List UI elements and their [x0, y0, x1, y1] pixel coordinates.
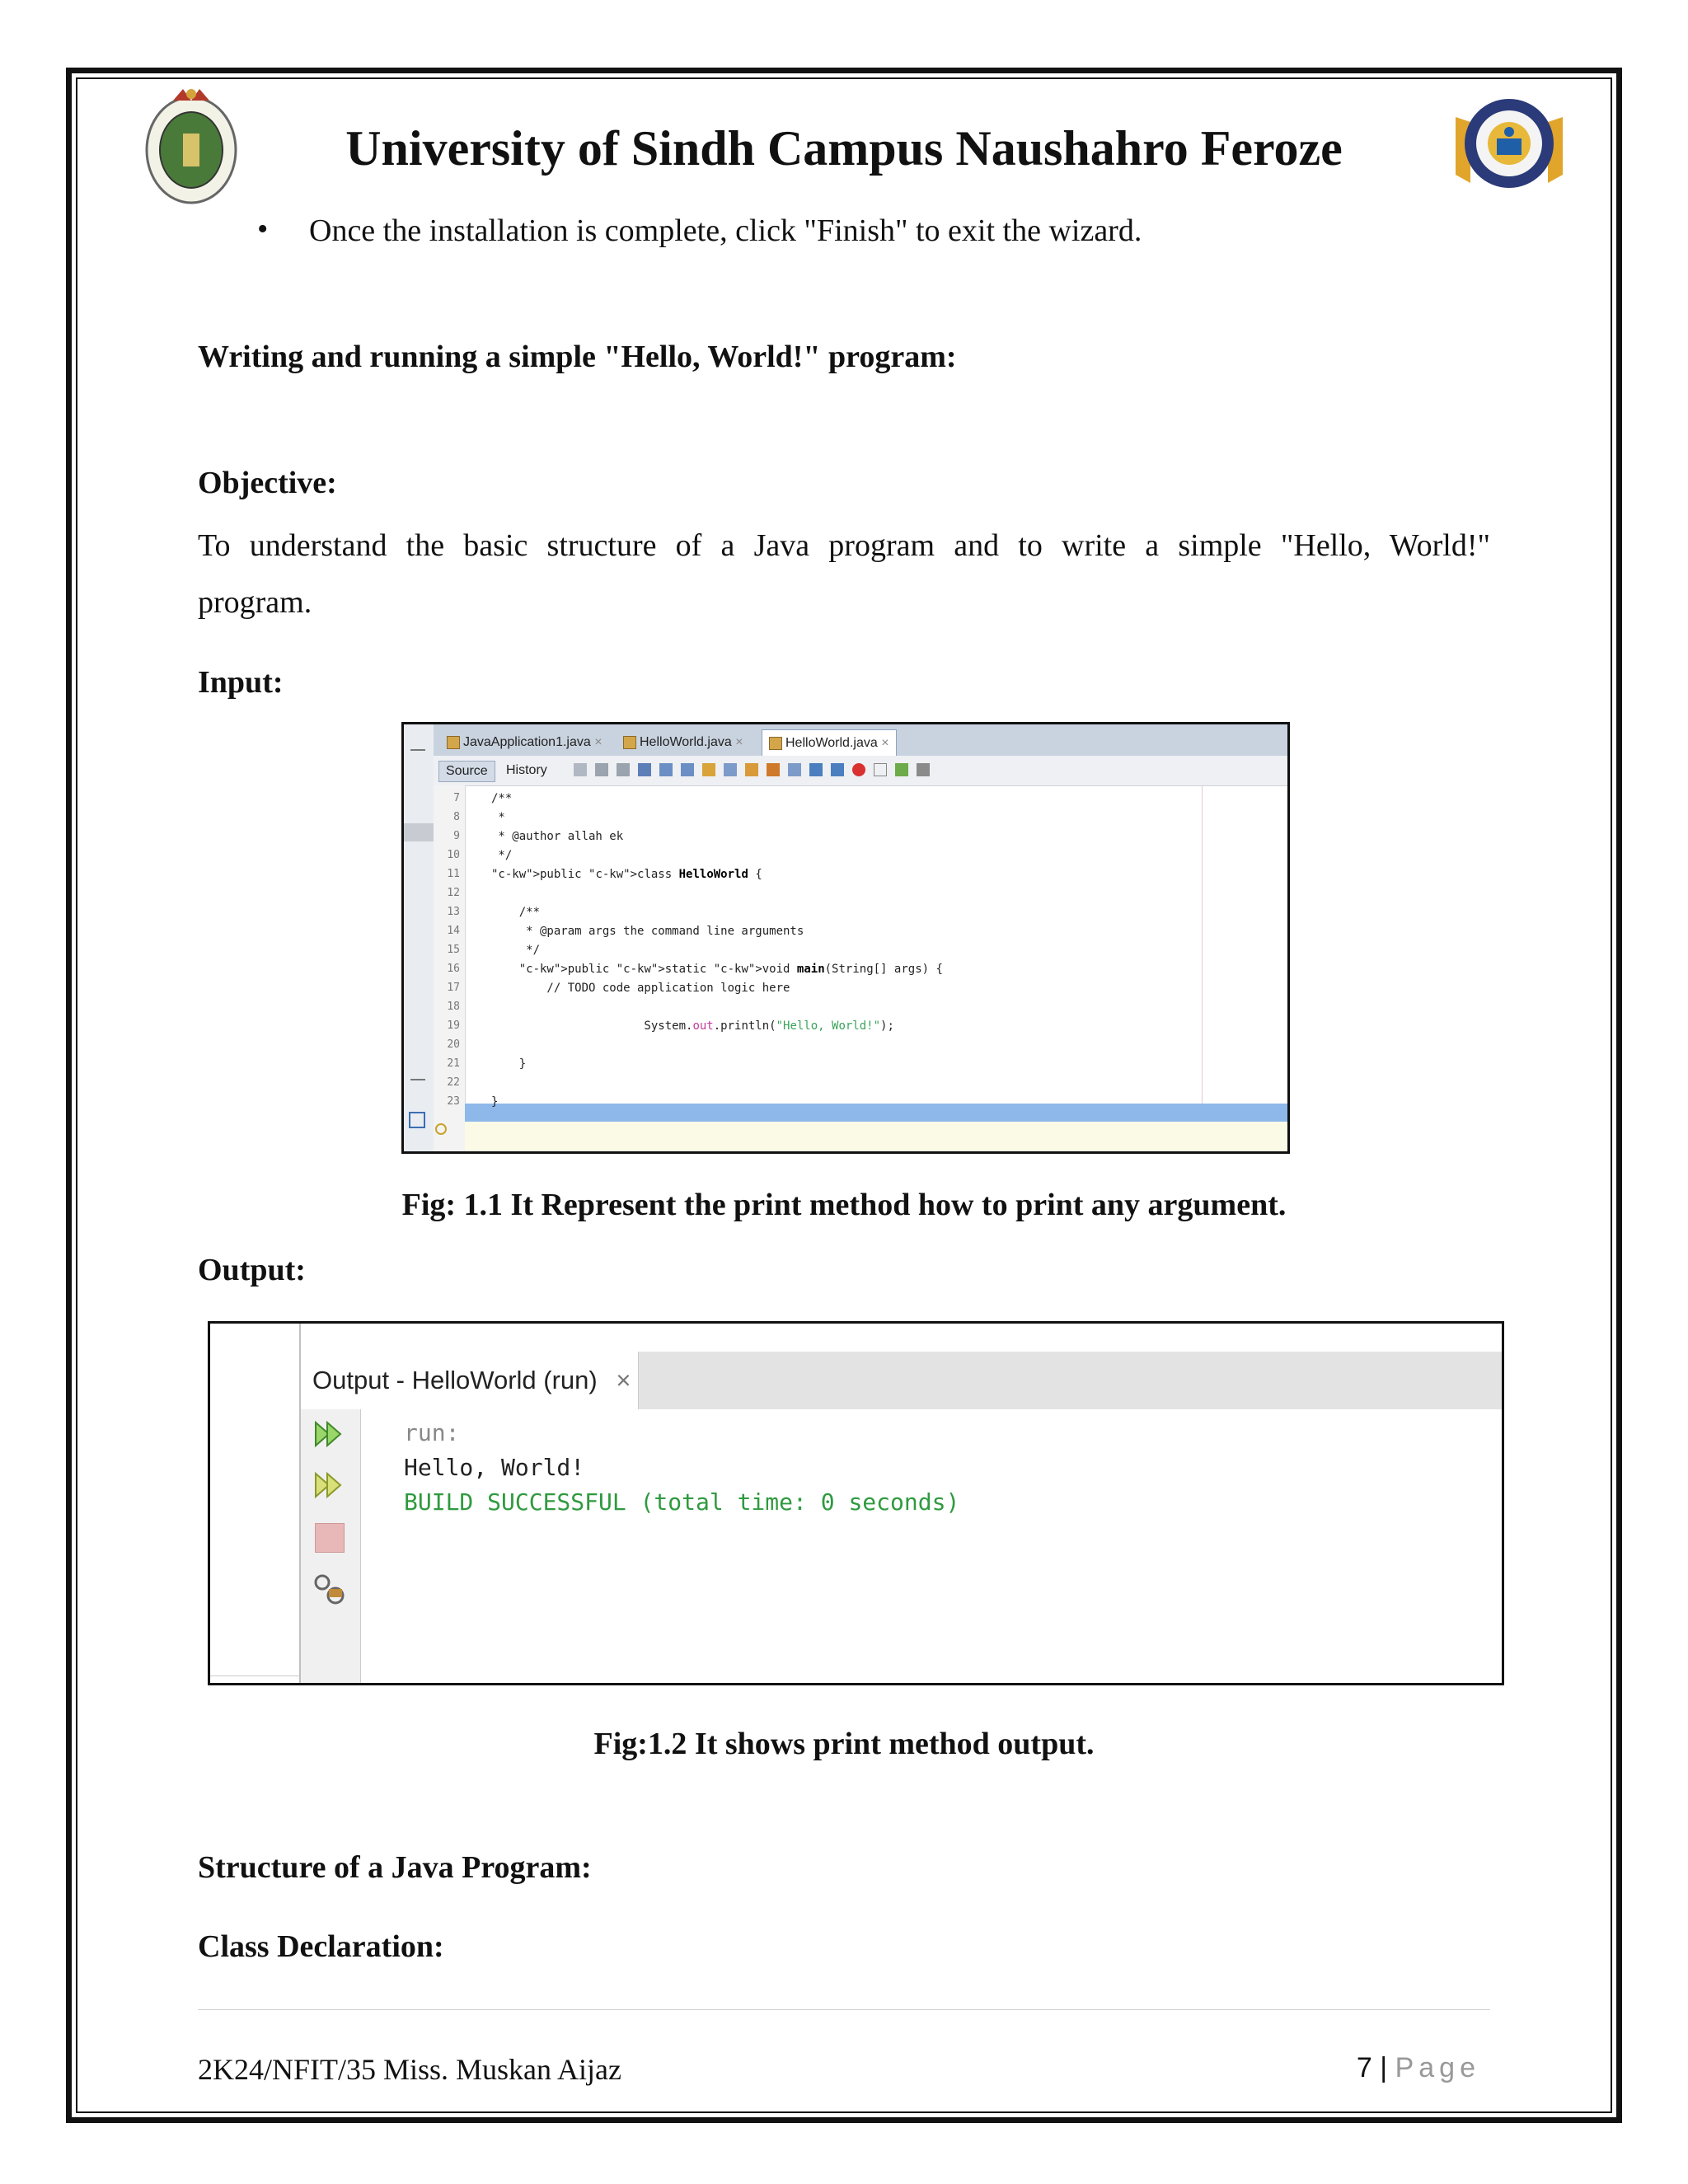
objective-text-line2: program. [198, 585, 312, 620]
find-previous-icon[interactable] [659, 763, 673, 776]
tab-label: JavaApplication1.java [463, 735, 591, 749]
comment-icon[interactable] [895, 763, 908, 776]
minimize-icon[interactable] [410, 749, 425, 751]
footer-author: 2K24/NFIT/35 Miss. Muskan Aijaz [198, 2053, 622, 2086]
bullet-text: Once the installation is complete, click "Finish" to exit the wizard. [309, 213, 1142, 248]
code-line: * @param args the command line arguments [491, 925, 804, 938]
tab-helloworld-active[interactable] [762, 729, 897, 757]
figure-1-caption: Fig: 1.1 It Represent the print method how to print any argument. [401, 1188, 1287, 1222]
code-line: } [491, 1095, 499, 1108]
ide-editor-toolbar [434, 756, 1287, 786]
output-action-icons [301, 1409, 361, 1683]
tab-label: HelloWorld.java [640, 735, 732, 749]
code-line: } [491, 1057, 527, 1071]
input-label: Input: [198, 665, 284, 700]
stop-macro-icon[interactable] [874, 763, 887, 776]
figure-2-caption: Fig:1.2 It shows print method output. [593, 1727, 1095, 1761]
output-line-run: run: [404, 1419, 460, 1446]
code-line: "c-kw">public "c-kw">static "c-kw">void main(String[] args) { [518, 963, 943, 976]
empty-area [465, 1122, 1287, 1154]
code-line: /** [491, 792, 513, 805]
footer-page [1236, 2052, 1480, 2084]
close-icon[interactable]: × [881, 736, 889, 750]
class-declaration-heading: Class Declaration: [198, 1929, 444, 1964]
source-button[interactable]: Source [438, 761, 495, 782]
output-tab[interactable] [301, 1352, 639, 1409]
ide-tab-bar [434, 724, 1287, 756]
next-bookmark-icon[interactable] [767, 763, 780, 776]
line-number: 8 [453, 811, 460, 823]
current-line-highlight [465, 1104, 1287, 1122]
forward-icon[interactable] [617, 763, 630, 776]
tab-label: HelloWorld.java [785, 736, 878, 750]
output-line-hello: Hello, World! [404, 1454, 585, 1481]
toggle-highlight-icon[interactable] [702, 763, 715, 776]
java-file-icon [447, 736, 460, 749]
close-icon[interactable]: × [735, 735, 743, 749]
objective-text-line1: To understand the basic structure of a Java program and to write a simple "Hello, World!" [198, 528, 1490, 563]
code-editor[interactable] [447, 785, 1287, 1151]
panel-line [210, 1675, 299, 1676]
line-number: 17 [447, 982, 460, 994]
minimize-icon-2[interactable] [410, 1079, 425, 1080]
line-number: 10 [447, 849, 460, 861]
record-macro-icon[interactable] [852, 763, 865, 776]
code-line: * @author allah ek [491, 830, 624, 843]
shift-right-icon[interactable] [831, 763, 844, 776]
java-file-icon [769, 737, 782, 750]
sidebar-marker [404, 823, 434, 841]
line-number: 15 [447, 944, 460, 956]
tab-helloworld-1[interactable] [617, 729, 750, 756]
rerun-with-params-icon[interactable] [312, 1469, 345, 1502]
line-number: 23 [447, 1095, 460, 1108]
uncomment-icon[interactable] [917, 763, 930, 776]
code-line: System.out.println("Hello, World!"); [491, 1019, 894, 1033]
prev-bookmark-icon[interactable] [745, 763, 758, 776]
output-window-screenshot [208, 1321, 1504, 1685]
output-tab-bar [301, 1352, 1502, 1409]
ide-screenshot [401, 722, 1290, 1154]
hint-bulb-icon[interactable] [435, 1123, 447, 1135]
code-line: */ [491, 944, 541, 957]
output-line-build: BUILD SUCCESSFUL (total time: 0 seconds) [404, 1488, 960, 1516]
section-title: Writing and running a simple "Hello, World!" program: [198, 340, 957, 374]
header-title: University of Sindh Campus Naushahro Feroze [345, 121, 1343, 176]
last-edit-icon[interactable] [574, 763, 587, 776]
close-icon[interactable]: × [594, 735, 603, 749]
line-number: 11 [447, 868, 460, 880]
tab-javaapplication1[interactable] [440, 729, 609, 756]
code-line: */ [491, 849, 513, 862]
page-number: 7 [1356, 2052, 1372, 2083]
java-file-icon [623, 736, 636, 749]
close-icon[interactable]: × [616, 1366, 631, 1394]
line-number: 7 [453, 792, 460, 804]
page-word: Page [1395, 2052, 1480, 2083]
output-left-panel [210, 1324, 301, 1683]
line-number: 19 [447, 1019, 460, 1032]
back-icon[interactable] [595, 763, 608, 776]
bullet-dot: • [257, 212, 269, 246]
navigator-icon[interactable] [409, 1112, 425, 1128]
code-line: // TODO code application logic here [491, 982, 790, 995]
toggle-bookmark-icon[interactable] [788, 763, 801, 776]
output-top-strip [301, 1324, 1502, 1352]
line-number: 20 [447, 1038, 460, 1051]
line-number: 14 [447, 925, 460, 937]
ide-left-sidebar [404, 724, 434, 1151]
code-line: "c-kw">public "c-kw">class HelloWorld { [491, 868, 762, 881]
footer-divider [198, 2009, 1490, 2010]
shift-left-icon[interactable] [809, 763, 823, 776]
stop-icon[interactable] [315, 1523, 345, 1553]
toggle-rect-select-icon[interactable] [724, 763, 737, 776]
history-button[interactable]: History [506, 763, 547, 777]
settings-icon[interactable] [312, 1572, 347, 1607]
find-icon[interactable] [638, 763, 651, 776]
rerun-icon[interactable] [312, 1418, 345, 1451]
line-number: 9 [453, 830, 460, 842]
code-line: /** [491, 906, 541, 919]
line-number: 21 [447, 1057, 460, 1070]
code-line: * [491, 811, 505, 824]
toolbar-icons [574, 763, 930, 776]
line-number: 12 [447, 887, 460, 899]
line-number: 16 [447, 963, 460, 975]
find-next-icon[interactable] [681, 763, 694, 776]
page-separator: | [1380, 2052, 1388, 2083]
line-number: 18 [447, 1001, 460, 1013]
output-tab-title: Output - HelloWorld (run) [312, 1366, 598, 1394]
objective-label: Objective: [198, 466, 337, 500]
output-label: Output: [198, 1253, 306, 1287]
line-number: 13 [447, 906, 460, 918]
structure-heading: Structure of a Java Program: [198, 1850, 592, 1885]
line-number: 22 [447, 1076, 460, 1089]
